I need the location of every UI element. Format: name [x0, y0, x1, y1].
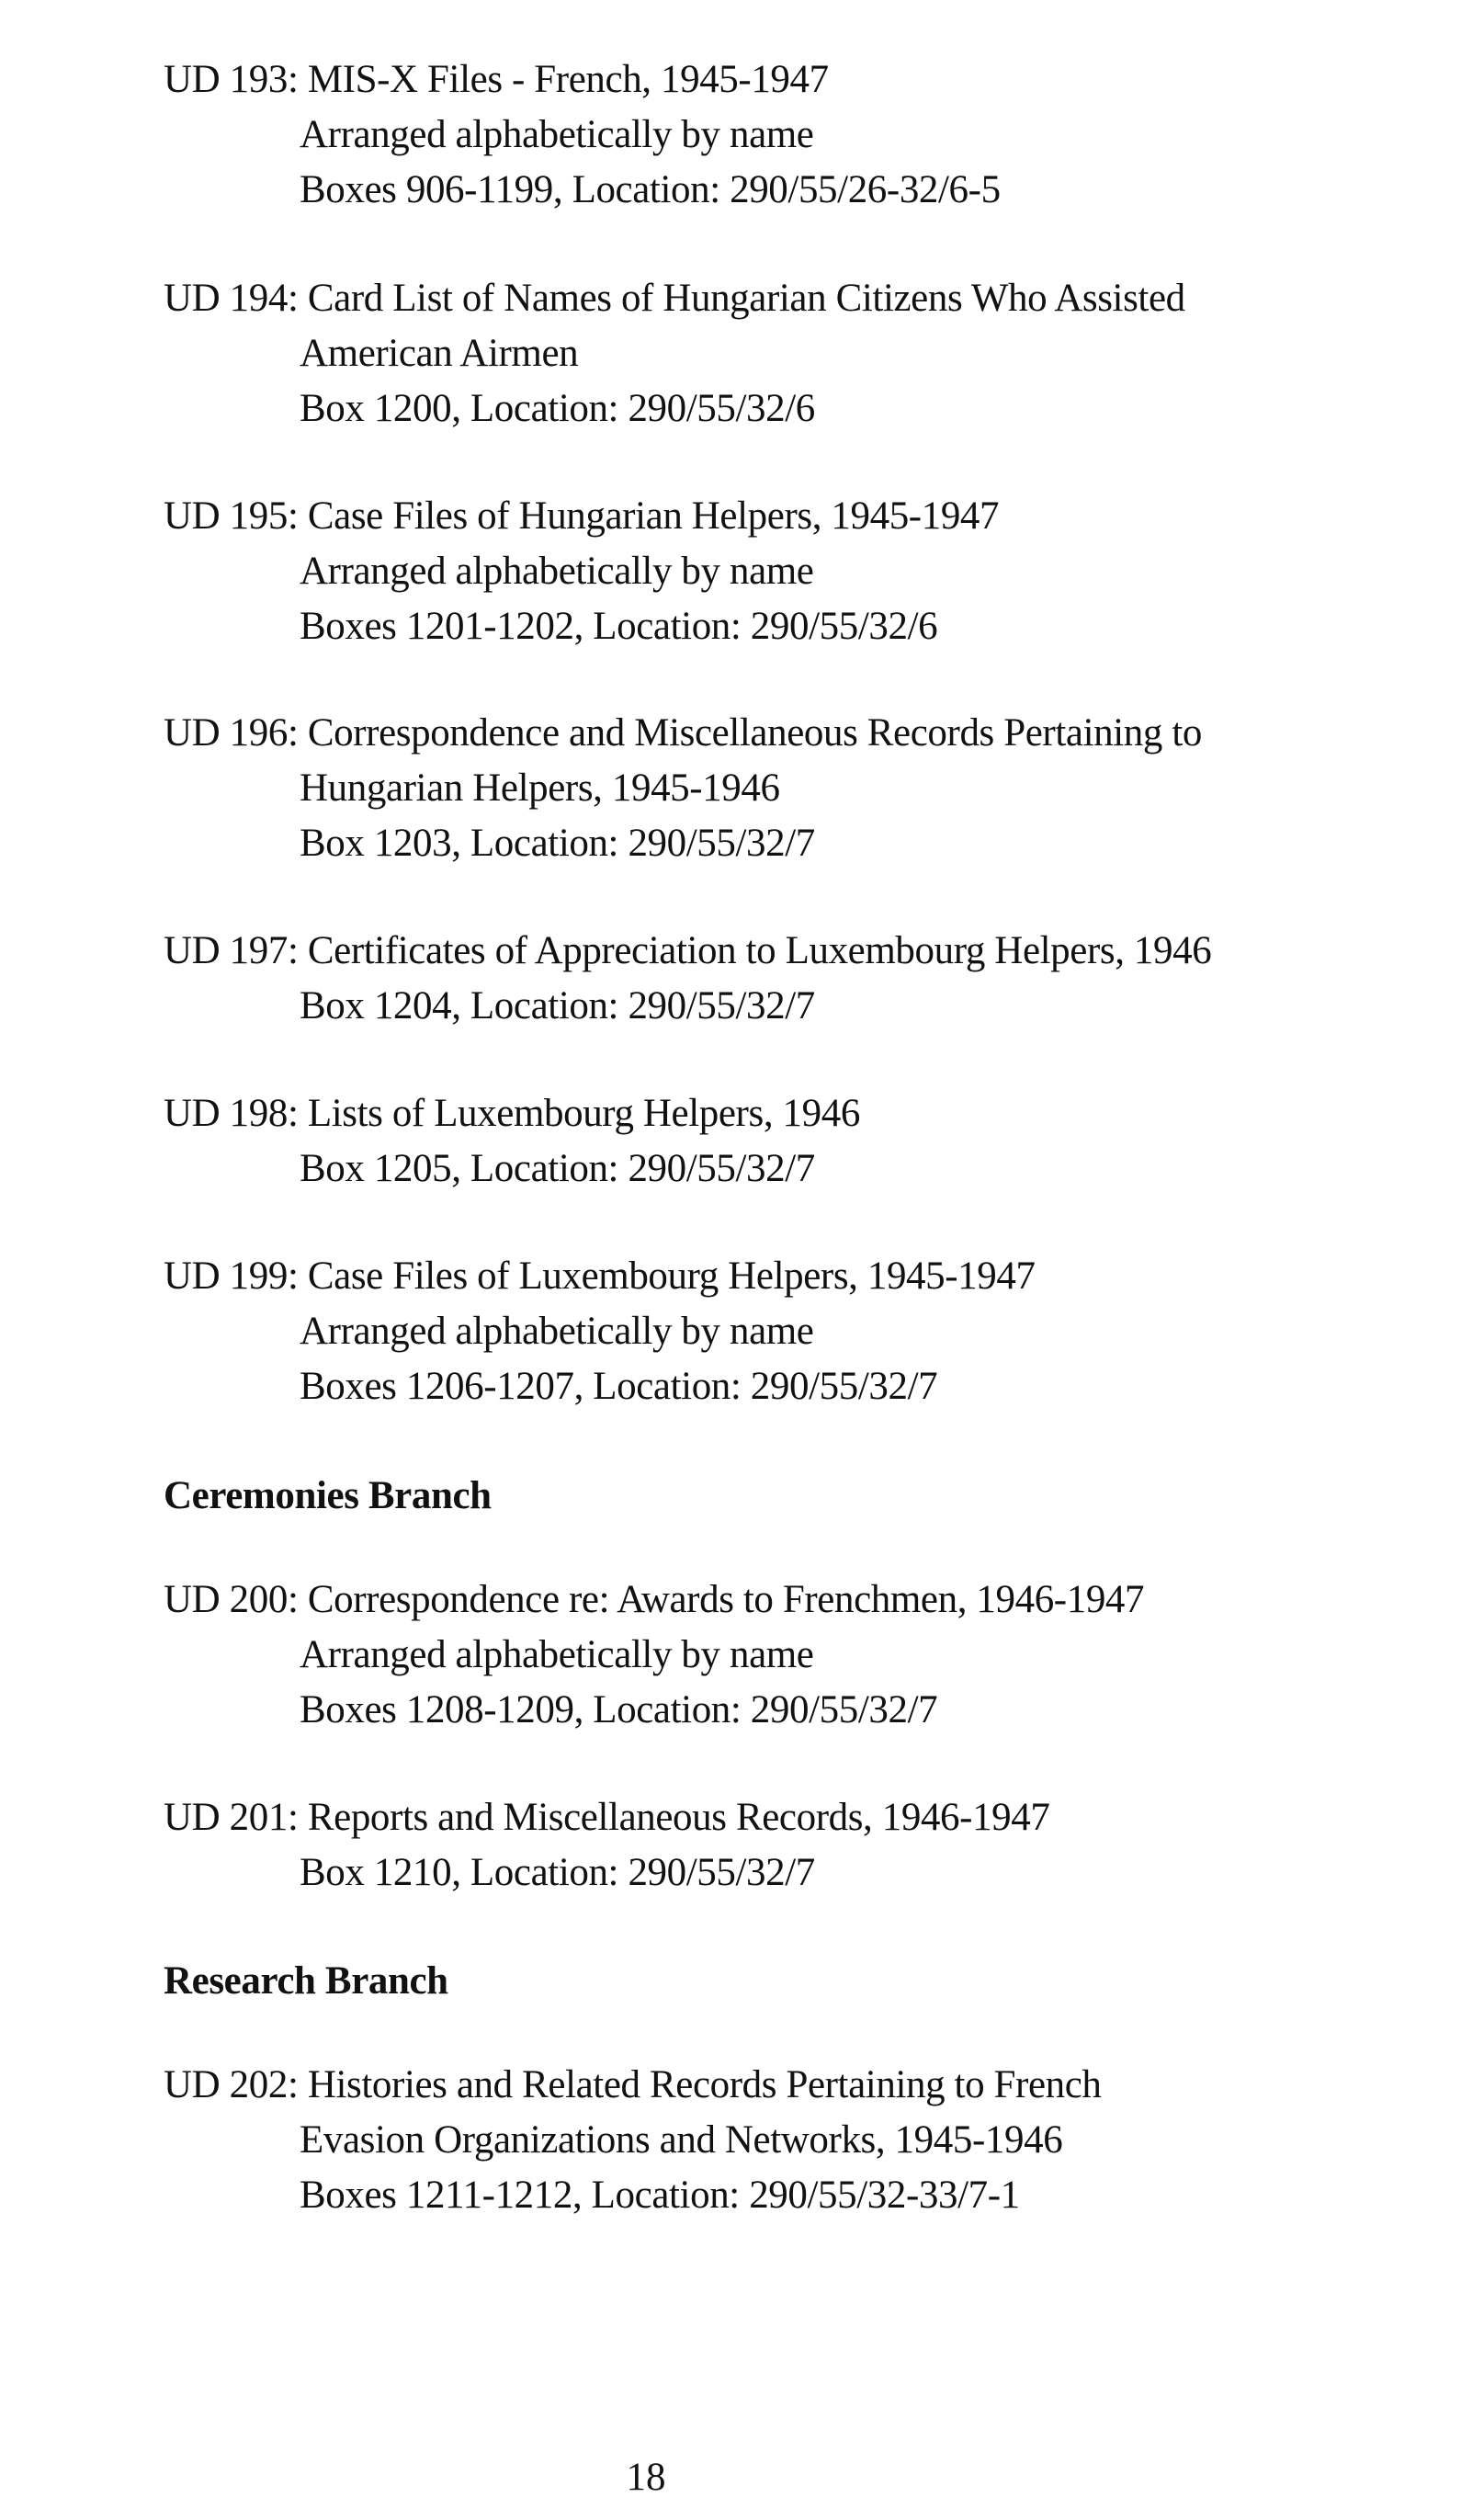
- record-entry-ud202: [164, 2058, 1432, 2223]
- section-heading-ceremonies: Ceremonies Branch: [164, 1474, 492, 1517]
- entry-title: UD 200: Correspondence re: Awards to Frenchmen, 1946-1947: [164, 1578, 1145, 1621]
- entry-title: UD 198: Lists of Luxembourg Helpers, 1946: [164, 1092, 860, 1135]
- entry-title: UD 202: Histories and Related Records Pertaining to French: [164, 2063, 1102, 2106]
- record-entry-ud198: [164, 1086, 1432, 1197]
- entry-location: Boxes 906-1199, Location: 290/55/26-32/6-5: [300, 168, 1001, 211]
- record-entry-ud201: [164, 1790, 1432, 1901]
- entry-detail: Hungarian Helpers, 1945-1946: [300, 766, 780, 810]
- record-entry-ud199: [164, 1249, 1432, 1414]
- entry-location: Boxes 1201-1202, Location: 290/55/32/6: [300, 605, 938, 648]
- record-entry-ud200: [164, 1572, 1432, 1738]
- entry-title: UD 195: Case Files of Hungarian Helpers, 1945-1947: [164, 494, 1000, 538]
- entry-location: Box 1203, Location: 290/55/32/7: [300, 822, 815, 865]
- entry-title: UD 196: Correspondence and Miscellaneous Records Pertaining to: [164, 711, 1202, 755]
- entry-location: Box 1205, Location: 290/55/32/7: [300, 1147, 815, 1190]
- entry-title: UD 199: Case Files of Luxembourg Helpers, 1945-1947: [164, 1254, 1036, 1298]
- entry-title: UD 201: Reports and Miscellaneous Records, 1946-1947: [164, 1796, 1050, 1839]
- entry-detail: Arranged alphabetically by name: [300, 1633, 814, 1676]
- entry-detail: Arranged alphabetically by name: [300, 113, 814, 156]
- entry-title: UD 194: Card List of Names of Hungarian Citizens Who Assisted: [164, 277, 1185, 320]
- entry-detail: American Airmen: [300, 332, 579, 375]
- entry-location: Boxes 1211-1212, Location: 290/55/32-33/7-1: [300, 2174, 1020, 2217]
- entry-location: Boxes 1208-1209, Location: 290/55/32/7: [300, 1688, 938, 1731]
- entry-title: UD 197: Certificates of Appreciation to Luxembourg Helpers, 1946: [164, 929, 1212, 972]
- section-heading-research: Research Branch: [164, 1959, 448, 2003]
- page-number: 18: [626, 2456, 666, 2499]
- entry-detail: Arranged alphabetically by name: [300, 550, 814, 593]
- entry-location: Box 1200, Location: 290/55/32/6: [300, 387, 815, 430]
- entry-detail: Arranged alphabetically by name: [300, 1310, 814, 1353]
- entry-location: Box 1210, Location: 290/55/32/7: [300, 1851, 815, 1894]
- record-entry-ud194: [164, 271, 1432, 437]
- entry-title: UD 193: MIS-X Files - French, 1945-1947: [164, 58, 829, 101]
- record-entry-ud196: [164, 706, 1432, 871]
- record-entry-ud197: [164, 924, 1432, 1034]
- entry-location: Boxes 1206-1207, Location: 290/55/32/7: [300, 1365, 938, 1408]
- record-entry-ud193: [164, 52, 1432, 218]
- record-entry-ud195: [164, 489, 1432, 654]
- entry-location: Box 1204, Location: 290/55/32/7: [300, 984, 815, 1027]
- entry-detail: Evasion Organizations and Networks, 1945-1946: [300, 2118, 1063, 2162]
